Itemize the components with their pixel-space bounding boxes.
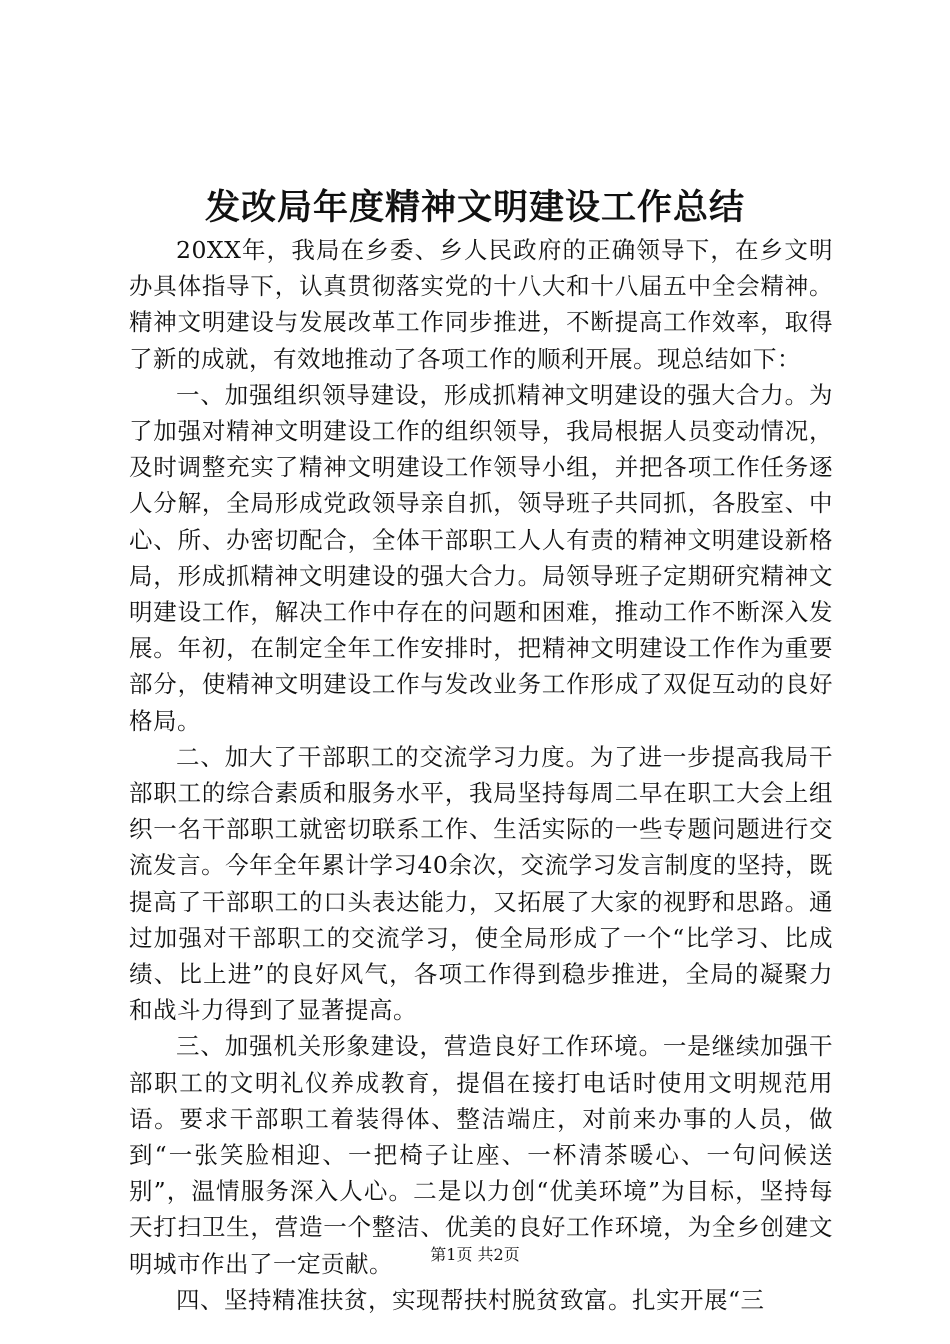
- document-body: [129, 232, 833, 1318]
- paragraph-section-1: 一、加强组织领导建设，形成抓精神文明建设的强大合力。为了加强对精神文明建设工作的组织领导，我局根据人员变动情况，及时调整充实了精神文明建设工作领导小组，并把各项工作任务逐人分解，全局形成党政领导亲自抓，领导班子共同抓，各股室、中心、所、办密切配合，全体干部职工人人有责的精神文明建设新格局，形成抓精神文明建设的强大合力。局领导班子定期研究精神文明建设工作，解决工作中存在的问题和困难，推动工作不断深入发展。年初，在制定全年工作安排时，把精神文明建设工作作为重要部分，使精神文明建设工作与发改业务工作形成了双促互动的良好格局。: [129, 380, 833, 735]
- paragraph-intro: 20XX年，我局在乡委、乡人民政府的正确领导下，在乡文明办具体指导下，认真贯彻落实党的十八大和十八届五中全会精神。精神文明建设与发展改革工作同步推进，不断提高工作效率，取得了新的成就，有效地推动了各项工作的顺利开展。现总结如下：: [129, 236, 833, 373]
- page-number-footer: 第1页 共2页: [430, 1245, 520, 1264]
- paragraph-section-3: 三、加强机关形象建设，营造良好工作环境。一是继续加强干部职工的文明礼仪养成教育，提倡在接打电话时使用文明规范用语。要求干部职工着装得体、整洁端庄，对前来办事的人员，做到“一张笑脸相迎、一把椅子让座、一杯清茶暖心、一句问候送别”，温情服务深入人心。二是以力创“优美环境”为目标，坚持每天打扫卫生，营造一个整洁、优美的良好工作环境，为全乡创建文明城市作出了一定贡献。: [129, 1032, 833, 1278]
- document-title: 发改局年度精神文明建设工作总结: [204, 187, 745, 228]
- paragraph-section-2: 二、加大了干部职工的交流学习力度。为了进一步提高我局干部职工的综合素质和服务水平，我局坚持每周二早在职工大会上组织一名干部职工就密切联系工作、生活实际的一些专题问题进行交流发言。今年全年累计学习40余次，交流学习发言制度的坚持，既提高了干部职工的口头表达能力，又拓展了大家的视野和思路。通过加强对干部职工的交流学习，使全局形成了一个“比学习、比成绩、比上进”的良好风气，各项工作得到稳步推进，全局的凝聚力和战斗力得到了显著提高。: [129, 742, 833, 1025]
- paragraph-section-4: 四、坚持精准扶贫，实现帮扶村脱贫致富。扎实开展“三: [176, 1285, 765, 1314]
